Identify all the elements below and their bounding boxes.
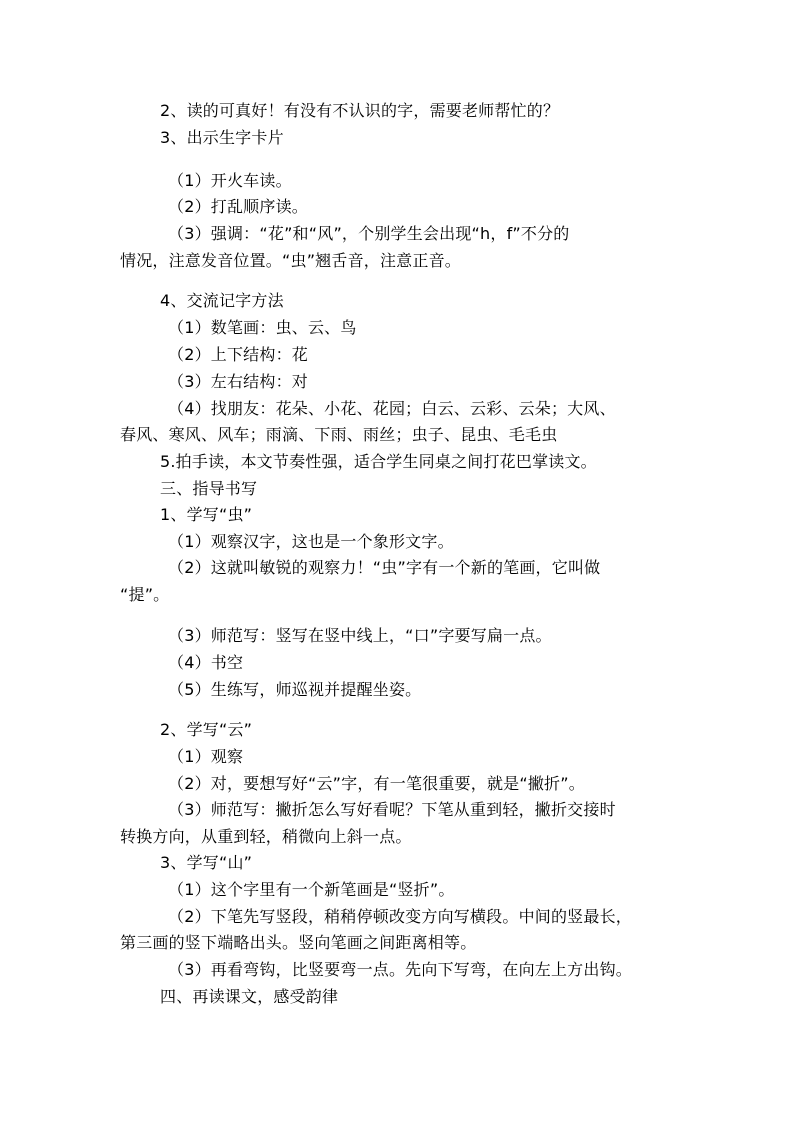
text-line: （3）左右结构：对 (168, 372, 308, 391)
text-line: （1）数笔画：虫、云、鸟 (168, 318, 357, 337)
text-line: （3）强调：“花”和“风”，个别学生会出现“h，f”不分的 (168, 224, 570, 243)
text-line: （2）打乱顺序读。 (168, 197, 308, 216)
subsection-heading: 1、学写“虫” (160, 505, 253, 524)
text-line: （1）观察汉字，这也是一个象形文字。 (168, 532, 454, 551)
text-line: （3）师范写：竖写在竖中线上，“口”字要写扁一点。 (168, 626, 552, 645)
subsection-heading: 3、学写“山” (160, 853, 253, 872)
section-heading: 三、指导书写 (160, 479, 258, 498)
text-line: （4）找朋友：花朵、小花、花园；白云、云彩、云朵；大风、 (168, 399, 616, 418)
text-line: 5.拍手读，本文节奏性强，适合学生同桌之间打花巴掌读文。 (160, 452, 597, 471)
text-line: （2）这就叫敏锐的观察力！“虫”字有一个新的笔画，它叫做 (168, 558, 601, 577)
text-line: （1）开火车读。 (168, 171, 292, 190)
text-line: （3）再看弯钩，比竖要弯一点。先向下写弯，在向左上方出钩。 (168, 960, 632, 979)
subsection-heading: 2、学写“云” (160, 720, 253, 739)
text-line: 情况，注意发音位置。“虫”翘舌音，注意正音。 (120, 251, 461, 270)
text-line: （1）这个字里有一个新笔画是“竖折”。 (168, 880, 455, 899)
section-heading: 4、交流记字方法 (160, 291, 284, 310)
text-line: （2）对，要想写好“云”字，有一笔很重要，就是“撇折”。 (168, 774, 585, 793)
text-line: （4）书空 (168, 653, 244, 672)
text-line: （5）生练写，师巡视并提醒坐姿。 (168, 680, 422, 699)
section-heading: 3、出示生字卡片 (160, 128, 284, 147)
text-line: 转换方向，从重到轻，稍微向上斜一点。 (120, 827, 412, 846)
text-line: （1）观察 (168, 747, 244, 766)
text-line: 第三画的竖下端略出头。竖向笔画之间距离相等。 (120, 933, 477, 952)
section-heading: 四、再读课文，感受韵律 (160, 987, 339, 1006)
text-line: （2）上下结构：花 (168, 345, 308, 364)
text-line: （3）师范写：撇折怎么写好看呢？下笔从重到轻，撇折交接时 (168, 800, 616, 819)
text-line: （2）下笔先写竖段，稍稍停顿改变方向写横段。中间的竖最长， (168, 907, 632, 926)
text-line: “提”。 (120, 585, 170, 604)
text-line: 春风、寒风、风车；雨滴、下雨、雨丝；虫子、昆虫、毛毛虫 (120, 425, 558, 444)
text-line: 2、读的可真好！有没有不认识的字，需要老师帮忙的？ (160, 101, 560, 120)
